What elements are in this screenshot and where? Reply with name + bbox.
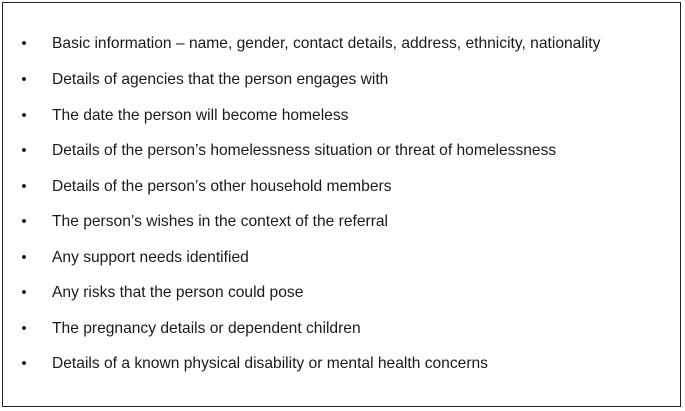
- list-item: [3, 177, 680, 197]
- bullet-icon: •: [21, 142, 27, 159]
- list-item-text: Details of the person’s homelessness situation or threat of homelessness: [52, 142, 557, 159]
- list-item-text: The date the person will become homeless: [52, 106, 349, 124]
- list-item: [3, 319, 680, 339]
- bullet-icon: •: [21, 35, 27, 52]
- bullet-icon: •: [21, 248, 27, 266]
- list-item-text: Details of agencies that the person engages with: [52, 71, 389, 88]
- list-item: [3, 283, 680, 303]
- bullet-icon: •: [21, 106, 27, 124]
- bullet-icon: •: [21, 355, 27, 372]
- list-item-text: Basic information – name, gender, contact details, address, ethnicity, nationality: [52, 35, 601, 52]
- bullet-icon: •: [21, 284, 27, 301]
- list-item-text: The pregnancy details or dependent children: [52, 319, 361, 337]
- list-item: [3, 141, 680, 161]
- list-item: [3, 248, 680, 268]
- list-item-text: Any support needs identified: [52, 248, 249, 266]
- bullet-icon: •: [21, 71, 27, 88]
- list-item-text: Any risks that the person could pose: [52, 284, 304, 301]
- bullet-list: [3, 34, 680, 390]
- list-item-text: Details of a known physical disability or mental health concerns: [52, 355, 488, 372]
- list-item: [3, 70, 680, 90]
- bullet-icon: •: [21, 319, 27, 337]
- bordered-list-box: [2, 2, 681, 407]
- bullet-icon: •: [21, 213, 27, 230]
- list-item-text: The person’s wishes in the context of the referral: [52, 213, 389, 230]
- list-item: [3, 106, 680, 126]
- list-item: [3, 354, 680, 374]
- list-item-text: Details of the person’s other household members: [52, 177, 392, 195]
- list-item: [3, 212, 680, 232]
- list-item: [3, 34, 680, 54]
- bullet-icon: •: [21, 177, 27, 195]
